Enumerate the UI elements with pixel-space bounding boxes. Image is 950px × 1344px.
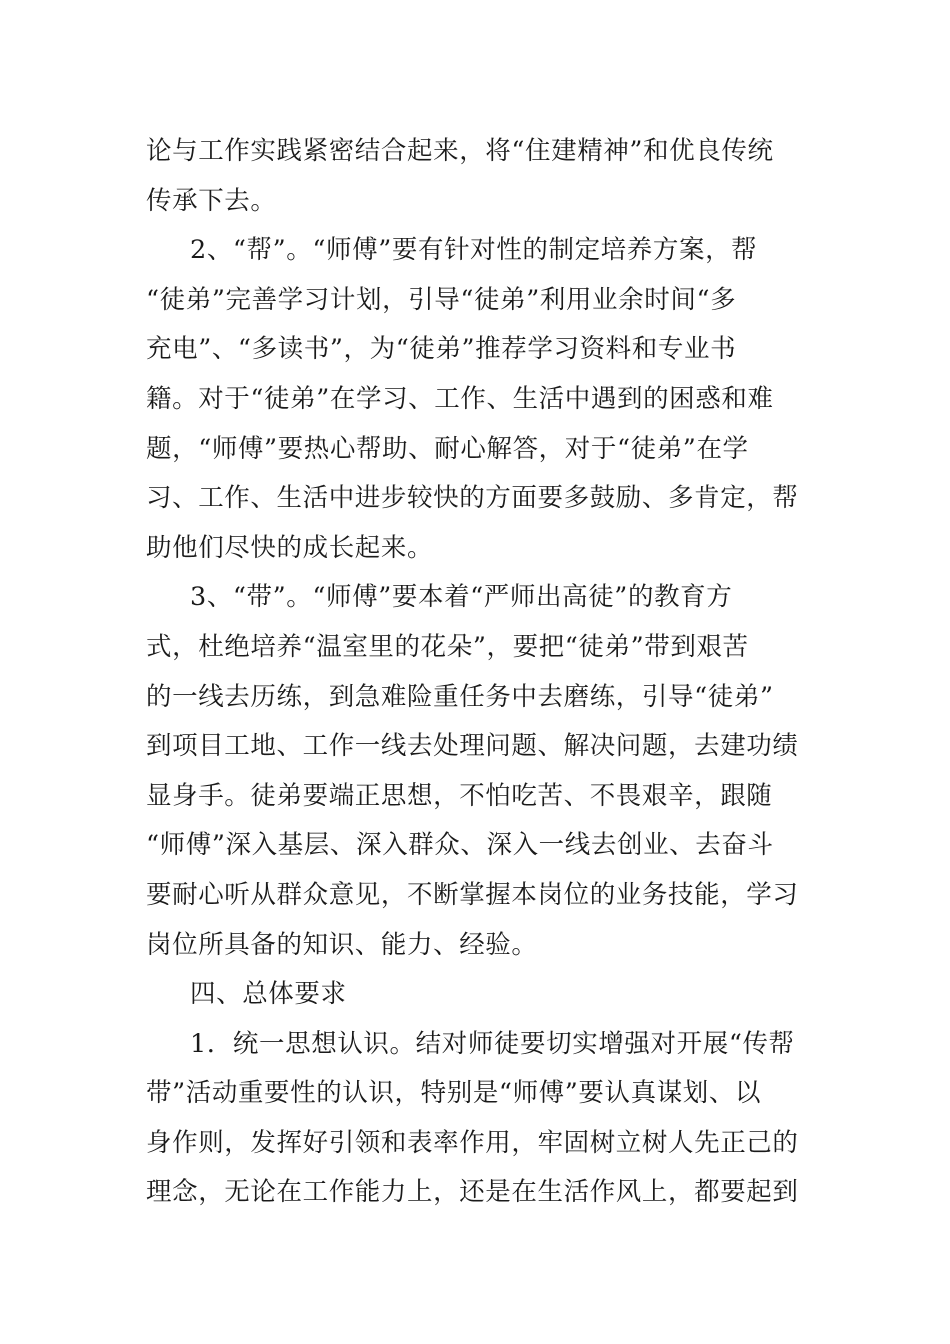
paragraph-first-line: 四、总体要求 <box>190 979 347 1010</box>
text-line: 显身手。徒弟要端正思想，不怕吃苦、不畏艰辛，跟随 <box>146 780 773 811</box>
text-line: “师傅”深入基层、深入群众、深入一线去创业、去奋斗 <box>146 830 774 861</box>
text-line: 式，杜绝培养“温室里的花朵”，要把“徒弟”带到艰苦 <box>146 631 749 662</box>
text-line: 的一线去历练，到急难险重任务中去磨练，引导“徒弟” <box>146 681 774 712</box>
text-line: 助他们尽快的成长起来。 <box>146 532 434 563</box>
text-line: 到项目工地、工作一线去处理问题、解决问题，去建功绩 <box>146 731 799 762</box>
text-line: 充电”、“多读书”，为“徒弟”推荐学习资料和专业书 <box>146 334 737 365</box>
text-line: 带”活动重要性的认识，特别是“师傅”要认真谋划、以 <box>146 1078 762 1109</box>
text-line: 论与工作实践紧密结合起来，将“住建精神”和优良传统 <box>146 136 774 166</box>
text-line: 理念，无论在工作能力上，还是在生活作风上，都要起到 <box>146 1177 799 1208</box>
text-line: 岗位所具备的知识、能力、经验。 <box>146 929 538 960</box>
text-line: 习、工作、生活中进步较快的方面要多鼓励、多肯定，帮 <box>146 483 799 514</box>
paragraph-first-line: 1．统一思想认识。结对师徒要切实增强对开展“传帮 <box>190 1028 795 1059</box>
paragraph-first-line: 3、“带”。“师傅”要本着“严师出高徒”的教育方 <box>190 582 733 613</box>
text-line: 题，“师傅”要热心帮助、耐心解答，对于“徒弟”在学 <box>146 433 749 464</box>
document-body <box>146 127 810 1218</box>
text-line: 传承下去。 <box>146 185 277 216</box>
text-line: “徒弟”完善学习计划，引导“徒弟”利用业余时间“多 <box>146 284 737 315</box>
text-line: 要耐心听从群众意见，不断掌握本岗位的业务技能，学习 <box>146 879 799 910</box>
text-line: 籍。对于“徒弟”在学习、工作、生活中遇到的困惑和难 <box>146 383 774 414</box>
text-line: 身作则，发挥好引领和表率作用，牢固树立树人先正己的 <box>146 1127 799 1158</box>
paragraph-first-line: 2、“帮”。“师傅”要有针对性的制定培养方案，帮 <box>190 235 758 266</box>
